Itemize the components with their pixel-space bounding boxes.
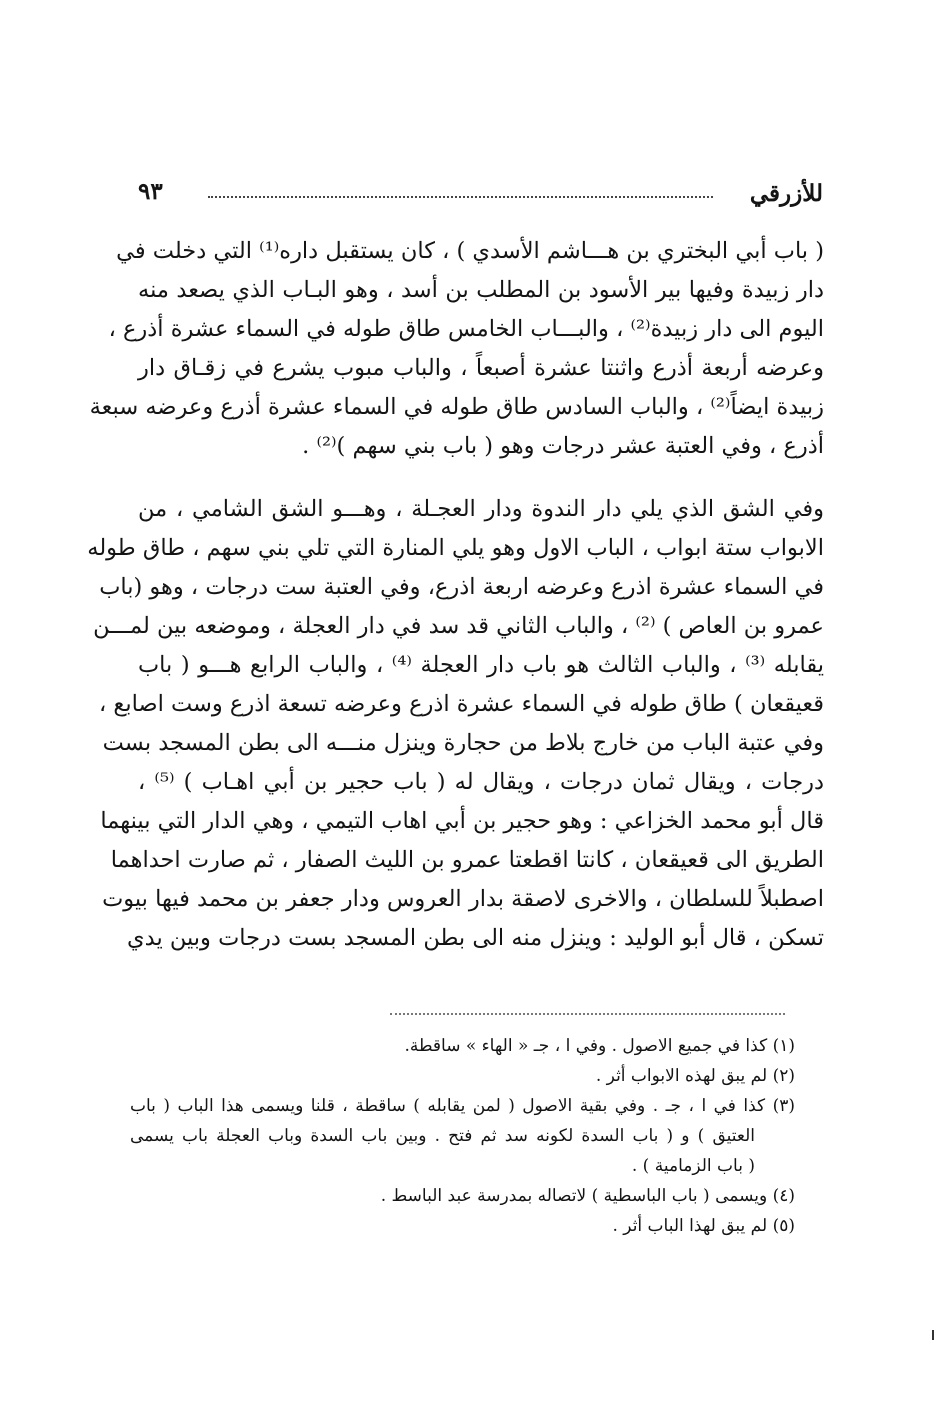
footnote-1: (١) كذا في جميع الاصول . وفي ا ، جـ « الهاء » ساقطة.	[404, 1036, 795, 1056]
text-line: زبيدة ايضاً⁽²⁾ ، والباب السادس طاق طوله في السماء عشرة أذرع وعرضه سبعة	[89, 394, 824, 420]
text-line: دار زبيدة وفيها بير الأسود بن المطلب بن أسد ، وهو البـاب الذي يصعد منه	[138, 277, 824, 303]
scan-mark	[932, 1330, 934, 1340]
text-line: قال أبو محمد الخزاعي : وهو حجير بن أبي اهاب التيمي ، وهي الدار التي بينهما	[100, 808, 824, 834]
main-text	[87, 232, 825, 958]
footnote-separator	[390, 1013, 785, 1015]
text-line: في السماء عشرة اذرع وعرضه اربعة اذرع، وفي العتبة ست درجات ، وهو (باب	[99, 574, 824, 600]
running-title: للأزرقي	[749, 180, 823, 207]
text-line: وعرضه أربعة أذرع واثنتا عشرة أصبعاً ، والباب مبوب يشرع في زقـاق دار	[138, 355, 824, 381]
paragraph-2	[87, 490, 825, 958]
paragraph-1	[89, 232, 824, 466]
footnote-3-continued: العتيق ) و ( باب السدة لكونه سد ثم فتح . وبين باب السدة وباب العجلة باب يسمى	[130, 1126, 755, 1146]
text-line: تسكن ، قال أبو الوليد : وينزل منه الى بطن المسجد بست درجات وبين يدي	[127, 925, 824, 951]
footnote-3: (٣) كذا في ا ، جـ . وفي بقية الاصول ( لمن يقابله ) ساقطة ، قلنا ويسمى هذا الباب ( باب	[130, 1096, 796, 1116]
footnote-4: (٤) ويسمى ( باب الباسطية ) لاتصاله بمدرسة عبد الباسط .	[380, 1186, 795, 1206]
text-line: الطريق الى قعيقعان ، كانتا اقطعتا عمرو بن الليث الصفار ، ثم صارت احداهما	[110, 847, 824, 873]
text-line: درجات ، ويقال ثمان درجات ، ويقال له ( باب حجير بن أبي اهـاب ) ⁽⁵⁾ ،	[138, 769, 824, 795]
text-line: قعيقعان ) طاق طوله في السماء عشرة اذرع وعرضه تسعة اذرع وست اصابع ،	[98, 691, 824, 717]
footnote-2: (٢) لم يبق لهذه الابواب أثر .	[595, 1066, 795, 1086]
text-line: اصطبلاً للسلطان ، والاخرى لاصقة بدار العروس ودار جعفر بن محمد فيها بيوت	[102, 886, 824, 912]
paragraph-gap	[138, 466, 824, 490]
header-dotted-leader	[208, 196, 713, 198]
text-line: أذرع ، وفي العتبة عشر درجات وهو ( باب بني سهم )⁽²⁾ .	[302, 433, 824, 459]
page-number: ٩٣	[138, 178, 163, 205]
text-line: وفي الشق الذي يلي دار الندوة ودار العجـلة ، وهـــو الشق الشامي ، من	[138, 496, 824, 522]
text-line: وفي عتبة الباب من خارج بلاط من حجارة وينزل منـــه الى بطن المسجد بست	[102, 730, 824, 756]
text-line: يقابله ⁽³⁾ ، والباب الثالث هو باب دار العجلة ⁽⁴⁾ ، والباب الرابع هـــو ( باب	[138, 652, 825, 678]
text-line: ( باب أبي البختري بن هـــاشم الأسدي ) ، كان يستقبل داره⁽¹⁾ التي دخلت في	[116, 238, 824, 264]
page-header	[138, 178, 823, 218]
text-line: عمرو بن العاص ) ⁽²⁾ ، والباب الثاني قد سد في دار العجلة ، وموضعه بين لمـــن	[93, 613, 824, 639]
footnote-5: (٥) لم يبق لهذا الباب أثر .	[612, 1216, 795, 1236]
text-line: اليوم الى دار زبيدة⁽²⁾ ، والبـــاب الخامس طاق طوله في السماء عشرة أذرع ،	[108, 316, 824, 342]
footnote-3-continued: ( باب الزمامية ) .	[631, 1156, 755, 1176]
text-line: الابواب ستة ابواب ، الباب الاول وهو يلي المنارة التي تلي بني سهم ، طاق طوله	[87, 535, 824, 561]
footnotes	[130, 1031, 795, 1241]
